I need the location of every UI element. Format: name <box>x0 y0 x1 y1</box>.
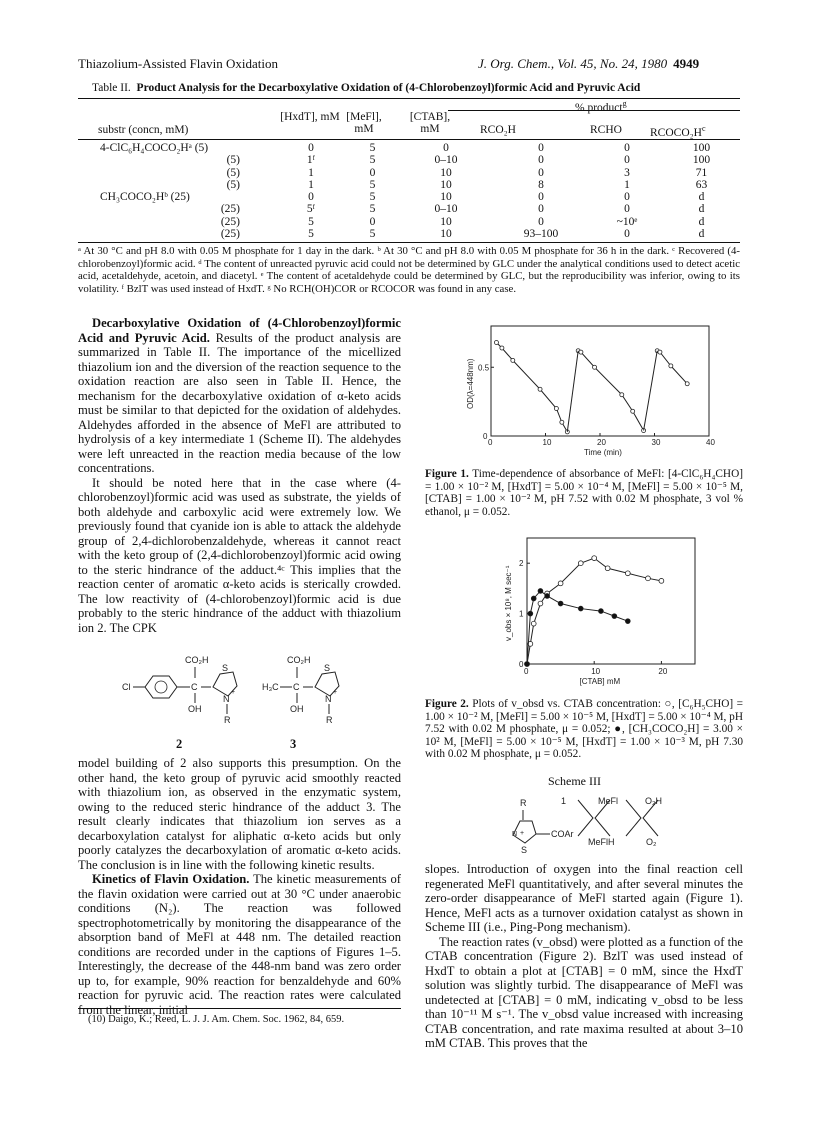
table-cell: 100 <box>692 154 711 167</box>
y-tick-label: 0.5 <box>478 363 490 373</box>
data-point <box>625 619 630 624</box>
paragraph-slopes: slopes. Introduction of oxygen into the final reaction cell regenerated MeFl quantitatively, and after several minutes the zero-order disappearance of MeFl started again (Figure 1). Hence, MeFl acts as a turnover oxidation catalyst as shown in Scheme III (i.e., Ping-Pong mechanism). <box>425 862 743 934</box>
table-cell: 0 <box>624 154 630 167</box>
x-tick-label: 10 <box>542 438 552 447</box>
table-row <box>78 203 740 215</box>
table-cell: 71 <box>695 166 708 179</box>
x-axis-label: [CTAB] mM <box>579 677 621 686</box>
table-cell: 5 <box>308 228 314 241</box>
data-point <box>531 596 536 601</box>
reference-footnote: (10) Daigo, K.; Reed, L. J. J. Am. Chem. Soc. 1962, 84, 659. <box>88 1014 345 1025</box>
data-point <box>612 614 617 619</box>
table-cell: 8 <box>538 178 544 191</box>
svg-text:+: + <box>231 689 236 696</box>
table-cell: 10 <box>440 228 452 241</box>
footnote-rule <box>78 1008 401 1009</box>
series-line-2 <box>578 351 643 431</box>
table-row <box>78 154 740 166</box>
x-tick-label: 20 <box>597 438 606 447</box>
structures-2-3 <box>110 650 380 740</box>
table-cell: d <box>698 215 705 228</box>
table-cell: 0 <box>369 215 376 228</box>
table-cell: 10 <box>440 178 452 191</box>
section-kinetics: Kinetics of Flavin Oxidation. The kinetic measurements of the flavin oxidation were carried out at 30 °C under anaerobic conditions (N₂). The reaction was followed spectrophotometrically by monitoring the disappearance of the absorption band of MeFl at 448 nm. The detailed reaction conditions are recorded under in the captions of Figures 1–5. Interestingly, the decrease of the 448-nm band was zero order up to, for example, 90% reaction for benzaldehyde and 60% reaction for pyruvic acid. The reaction rates were calculated from the linear, initial <box>78 872 401 1017</box>
table-cell: (25) <box>220 215 240 228</box>
scheme-r-label: R <box>520 798 527 808</box>
table-cell: 0 <box>538 166 544 179</box>
table-cell: 1 <box>308 178 314 191</box>
table-row <box>78 216 740 228</box>
data-point <box>631 409 635 413</box>
data-point <box>669 364 673 368</box>
svg-text:R: R <box>326 715 333 725</box>
table-cell: (5) <box>226 154 240 167</box>
right-column <box>425 862 743 1051</box>
table-cell: 5 <box>369 178 376 191</box>
table-cell: 5 <box>369 191 376 204</box>
table-cell: 100 <box>692 142 711 154</box>
table-cell: 0 <box>308 142 314 154</box>
table-cell: (5) <box>226 178 240 191</box>
svg-text:S: S <box>324 663 331 673</box>
data-point <box>599 609 604 614</box>
table-cell: 0 <box>538 191 544 204</box>
y-axis-label: OD(λ=448nm) <box>466 358 475 409</box>
x-tick-label: 20 <box>658 667 668 676</box>
table-cell: 0–10 <box>434 154 458 167</box>
figure2-chart <box>497 530 707 695</box>
table-cell: CH₃COCO₂Hᵇ (25) <box>100 191 190 204</box>
data-point <box>625 571 630 576</box>
col-header-ctab: [CTAB], mM <box>409 111 451 135</box>
table-cell: (25) <box>220 203 240 216</box>
table-cell: 10 <box>440 166 452 179</box>
x-tick-label: 40 <box>706 438 715 447</box>
table-cell: 0 <box>624 191 630 204</box>
heading-kinetics: Kinetics of Flavin Oxidation. <box>92 872 250 886</box>
table-row <box>78 179 740 191</box>
table-cell: 5 <box>369 228 376 241</box>
table-cell: 0–10 <box>434 203 458 216</box>
data-point <box>579 350 583 354</box>
table-cell: 10 <box>440 215 452 228</box>
svg-text:Cl: Cl <box>122 682 131 692</box>
y-axis-label: v_obs × 10⁸, M sec⁻¹ <box>504 565 513 641</box>
structure-2-label: 2 <box>176 737 183 751</box>
svg-text:COAr: COAr <box>551 829 574 839</box>
svg-text:N: N <box>223 694 230 704</box>
data-point <box>593 365 597 369</box>
svg-text:OH: OH <box>188 704 202 714</box>
data-point <box>494 341 498 345</box>
table-top-rule <box>78 98 740 99</box>
data-point <box>558 601 563 606</box>
data-point <box>620 393 624 397</box>
section-decarboxylative: Decarboxylative Oxidation of (4-Chlorobenzoyl)formic Acid and Pyruvic Acid. Results of the product analysis are summarized in Table II. The importance of the micellized thiazolium ion and the diversion of the reaction sequence to the oxidation reaction are also seen in Table II. Hence, the mechanism for the decarboxylative oxidation of α-keto acids must be similar to that depicted for the oxidation of aldehydes. Aldehydes afforded in the absence of MeFl are attributed to hydrolysis of a key intermediate 1 (Scheme II). The aldehydes were left unreacted in the reaction media because of the low concentrations. <box>78 316 401 475</box>
col-header-substr: substr (concn, mM) <box>98 124 189 136</box>
figure2-caption: Figure 2. Plots of v_obsd vs. CTAB concentration: ○, [C₆H₅CHO] = 1.00 × 10⁻² M, [MeFl] = 5.00 × 10⁻⁵ M, [HxdT] = 5.00 × 10⁻⁴ M, pH 7.52 with 0.02 M phosphate, μ = 0.052; ●, [CH₃COCO₂H] = 3.00 × 10² M, [MeFl] = 5.00 × 10⁻⁵ M, [HxdT] = 1.00 × 10⁻³ M, pH 7.30 with 0.02 M phosphate, μ = 0.052. <box>425 698 744 761</box>
table-cell: d <box>698 228 705 241</box>
col-header-rco2h: RCO₂H <box>480 124 516 136</box>
paragraph-cpk: model building of 2 also supports this presumption. On the other hand, the keto group of pyruvic acid smoothly reacted with thiazolium ion, as observed in the enzymatic system, owing to the reduced steric hindrance of the adduct 3. The result clearly indicates that thiazolium ion serves as a decarboxylation catalyst for aliphatic α-keto acids but only poorly catalyzes the decarboxylation of aromatic α-keto acids. The conclusion is in line with the following kinetic results. <box>78 756 401 872</box>
svg-text:R: R <box>224 715 231 725</box>
data-point <box>646 576 651 581</box>
paragraph-steric: It should be noted here that in the case where (4-chlorobenzoyl)formic acid was used as substrate, the yields of both aldehyde and carboxylic acid were extremely low. We previously found that cyanide ion is able to attack the aldehyde group of 2,4-dichlorobenzaldehyde, whereas it cannot react with the keto group of (2,4-dichlorobenzoyl)formic acid owing to the steric hindrance of the adduct.⁴ᶜ This implies that the reaction center of aromatic α-keto acids is sterically crowded. The low reactivity of (4-chlorobenzoyl)formic acid is due probably to the steric hindrance of the adduct with thiazolium ion 2. The CPK <box>78 475 401 635</box>
data-point <box>592 556 597 561</box>
svg-text:+: + <box>333 689 338 696</box>
table-cell: 0 <box>624 142 630 154</box>
table-cell: 5 <box>369 203 376 216</box>
journal-citation: J. Org. Chem., Vol. 45, No. 24, 1980 4949 <box>478 56 700 71</box>
col-header-rcoco2h: $RCOCO_2H^c$ <box>650 124 706 139</box>
table-cell: 5 <box>308 215 314 228</box>
data-point <box>525 662 530 667</box>
svg-text:C: C <box>191 682 198 692</box>
data-point <box>578 606 583 611</box>
paragraph-rates: The reaction rates (v_obsd) were plotted as a function of the CTAB concentration (Figure 2). BzlT was used instead of HxdT to obtain a plot at [CTAB] = 0 mM, since the HxdT solution was slightly turbid. The disappearance of MeFl was undetected at [CTAB] = 0 mM, indicating v_obsd to be less than 10⁻¹¹ M s⁻¹. The v_obsd value increased with increasing CTAB concentration, and rate maxima resulted at about 3–10 mM CTAB. This proves that the <box>425 934 743 1050</box>
table-cell: 93–100 <box>523 228 559 241</box>
series-line-1 <box>527 558 661 664</box>
x-tick-label: 30 <box>651 438 661 447</box>
x-tick-label: 0 <box>524 667 529 676</box>
data-point <box>511 358 515 362</box>
figure1-caption: Figure 1. Time-dependence of absorbance of MeFl: [4-ClC₆H₄CHO] = 1.00 × 10⁻² M, [HxdT] = 5.00 × 10⁻⁴ M, [MeFl] = 5.00 × 10⁻⁵ M, [CTAB] = 1.00 × 10⁻² M, pH 7.52 with 0.02 M phosphate, 3 vol % ethanol, μ = 0.052. <box>425 468 743 518</box>
col-header-mefl: [MeFl], mM <box>346 111 382 135</box>
x-tick-label: 10 <box>591 667 601 676</box>
reoxidation-line <box>644 351 658 431</box>
table-caption: Table II. Product Analysis for the Decarboxylative Oxidation of (4-Chlorobenzoyl)formic Acid and Pyruvic Acid <box>92 82 641 94</box>
data-point <box>685 382 689 386</box>
data-point <box>538 387 542 391</box>
table-row <box>78 142 740 154</box>
svg-text:+: + <box>520 830 525 837</box>
table-cell: 0 <box>538 154 544 167</box>
plot-frame <box>527 538 695 664</box>
page-number: 4949 <box>673 56 700 71</box>
data-point <box>659 578 664 583</box>
y-tick-label: 0 <box>519 660 524 669</box>
svg-text:H₃C: H₃C <box>262 682 279 692</box>
table-cell: 1ᶠ <box>306 154 316 167</box>
table-cell: 3 <box>624 166 630 179</box>
y-tick-label: 0 <box>483 432 488 441</box>
y-tick-label: 1 <box>519 609 524 619</box>
svg-text:N: N <box>325 694 332 704</box>
table-cell: 0 <box>538 203 544 216</box>
table-cell: 0 <box>624 203 630 216</box>
data-point <box>558 581 563 586</box>
svg-text:MeFl: MeFl <box>598 796 618 806</box>
table-cell: 5 <box>369 154 376 167</box>
table-cell: 63 <box>695 178 708 191</box>
data-point <box>538 601 543 606</box>
table-cell: 0 <box>538 215 544 228</box>
left-column-continued <box>78 756 401 1017</box>
table-footnotes: ᵃ At 30 °C and pH 8.0 with 0.05 M phosphate for 1 day in the dark. ᵇ At 30 °C and pH 8.0 with 0.05 M phosphate for 36 h in the dark. ᶜ Recovered (4-chlorobenzoyl)formic acid. ᵈ The content of unreacted pyruvic acid could not be determined by GLC under the analytical conditions used to detect acetic acid, acetaldehyde, acetoin, and diacetyl. ᵉ The content of acetaldehyde could be determined by GLC, but the reproducibility was inferior, owing to its volatility. ᶠ BzlT was used instead of HxdT. ᵍ No RCH(OH)COR or RCOCOR was found in any case. <box>78 245 740 295</box>
table-row <box>78 167 740 179</box>
table-cell: 0 <box>538 142 544 154</box>
table-cell: 0 <box>308 191 314 204</box>
svg-text:C: C <box>293 682 300 692</box>
table-cell: 10 <box>440 191 452 204</box>
table-cell: 0 <box>624 228 630 241</box>
x-tick-label: 0 <box>488 438 493 447</box>
data-point <box>531 621 536 626</box>
product-table <box>78 142 740 240</box>
structure-3-label: 3 <box>290 737 297 751</box>
table-cell: d <box>698 203 705 216</box>
reoxidation-line <box>567 351 578 432</box>
y-tick-label: 2 <box>519 559 524 569</box>
svg-text:CO₂H: CO₂H <box>287 655 311 665</box>
table-cell: 5ᶠ <box>306 203 316 216</box>
table-cell: 1 <box>308 166 314 179</box>
svg-text:CO₂H: CO₂H <box>185 655 209 665</box>
heading-decarboxylative: Decarboxylative Oxidation of (4-Chlorobenzoyl)formic Acid and Pyruvic Acid. <box>78 316 401 345</box>
table-cell: ~10ᵉ <box>616 215 638 228</box>
data-point <box>538 589 543 594</box>
svg-text:1: 1 <box>561 796 567 806</box>
table-cell: d <box>698 191 705 204</box>
data-point <box>578 561 583 566</box>
svg-text:O₂H: O₂H <box>645 796 662 806</box>
running-header: Thiazolium-Assisted Flavin Oxidation <box>78 56 279 71</box>
svg-text:N: N <box>512 831 518 838</box>
table-cell: 0 <box>369 166 376 179</box>
series-line-1 <box>496 343 567 432</box>
table-bottom-rule <box>78 242 740 243</box>
table-cell: 0 <box>443 142 449 154</box>
plot-frame <box>491 326 709 436</box>
left-column <box>78 316 401 635</box>
svg-text:S: S <box>222 663 229 673</box>
col-header-hxdt: [HxdT], mM <box>280 111 340 123</box>
x-axis-label: Time (min) <box>584 448 622 457</box>
figure1-chart <box>455 318 725 466</box>
data-point <box>554 407 558 411</box>
table-row <box>78 191 740 203</box>
table-cell: (5) <box>226 166 240 179</box>
scheme3-title: Scheme III <box>548 774 601 788</box>
svg-text:OH: OH <box>290 704 304 714</box>
svg-text:MeFlH: MeFlH <box>588 837 615 847</box>
data-point <box>500 346 504 350</box>
svg-text:S: S <box>521 845 528 855</box>
table-row <box>78 228 740 240</box>
data-point <box>560 420 564 424</box>
data-point <box>658 350 662 354</box>
table-cell: 1 <box>624 178 630 191</box>
table-cell: 5 <box>369 142 376 154</box>
table-cell: 4-ClC₆H₄COCO₂Hᵃ (5) <box>100 142 209 154</box>
data-point <box>605 566 610 571</box>
data-point <box>545 594 550 599</box>
scheme3-diagram <box>498 790 688 860</box>
data-point <box>528 611 533 616</box>
group-header: % product$^g$ <box>575 99 627 114</box>
svg-text:O₂: O₂ <box>646 837 657 847</box>
table-cell: (25) <box>220 228 240 241</box>
col-header-rcho: RCHO <box>590 124 622 136</box>
table-header-rule <box>78 139 740 140</box>
